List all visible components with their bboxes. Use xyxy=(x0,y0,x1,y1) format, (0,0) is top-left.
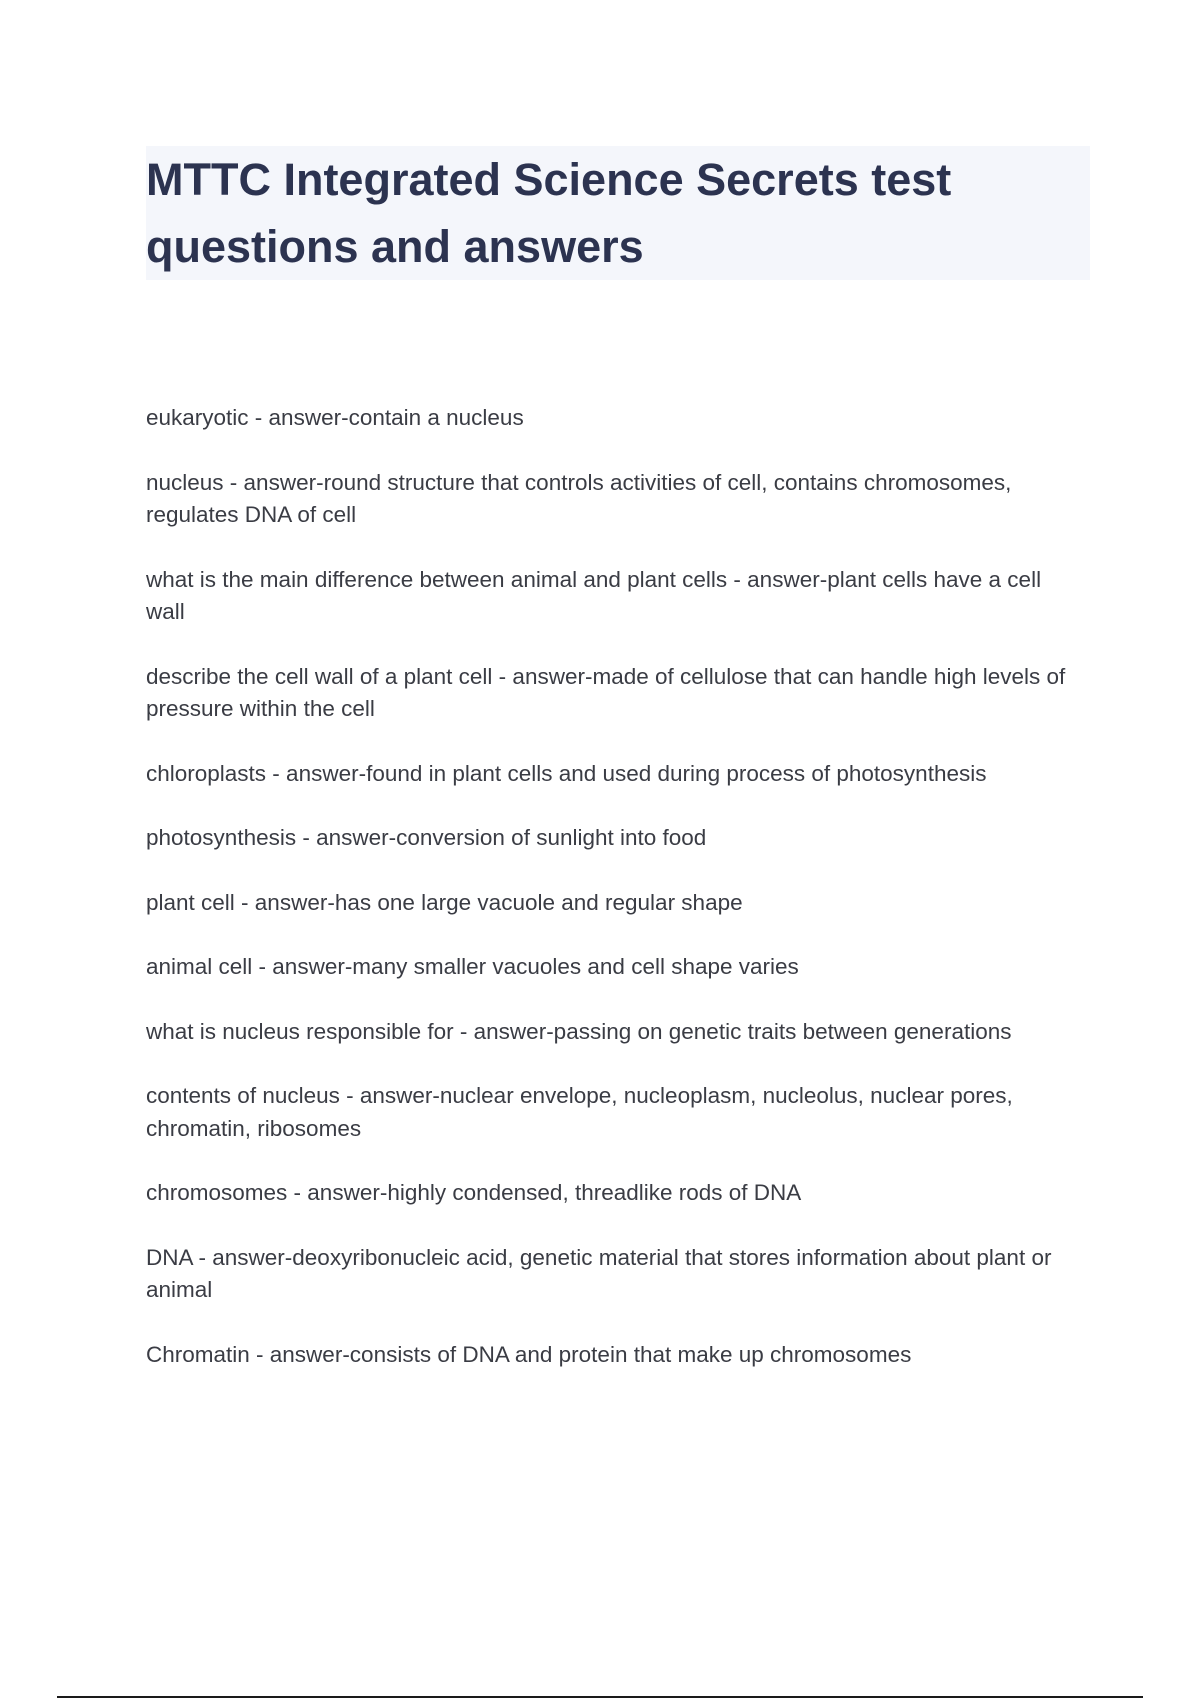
qa-item: photosynthesis - answer-conversion of sunlight into food xyxy=(146,825,707,850)
title-block xyxy=(146,146,1090,280)
qa-item: chromosomes - answer-highly condensed, threadlike rods of DNA xyxy=(146,1180,802,1205)
qa-item: what is nucleus responsible for - answer-passing on genetic traits between generations xyxy=(146,1018,1012,1044)
qa-item: DNA - answer-deoxyribonucleic acid, genetic material that stores information about plant or animal xyxy=(146,1244,1052,1302)
footer-divider xyxy=(57,1696,1143,1698)
qa-item: describe the cell wall of a plant cell - answer-made of cellulose that can handle high levels of pressure within the cell xyxy=(146,663,1066,721)
qa-item: Chromatin - answer-consists of DNA and protein that make up chromosomes xyxy=(146,1341,912,1367)
qa-item: chloroplasts - answer-found in plant cells and used during process of photosynthesis xyxy=(146,760,987,786)
qa-item: plant cell - answer-has one large vacuole and regular shape xyxy=(146,889,743,915)
document-title: MTTC Integrated Science Secrets test questions and answers xyxy=(146,154,952,272)
qa-item: animal cell - answer-many smaller vacuoles and cell shape varies xyxy=(146,954,799,979)
qa-item: what is the main difference between animal and plant cells - answer-plant cells have a cell wall xyxy=(146,566,1042,624)
qa-item: contents of nucleus - answer-nuclear envelope, nucleoplasm, nucleolus, nuclear pores, chromatin, ribosomes xyxy=(146,1083,1013,1141)
qa-item: nucleus - answer-round structure that controls activities of cell, contains chromosomes, regulates DNA of cell xyxy=(146,469,1012,527)
qa-list xyxy=(146,402,1086,1403)
qa-item: eukaryotic - answer-contain a nucleus xyxy=(146,405,524,430)
